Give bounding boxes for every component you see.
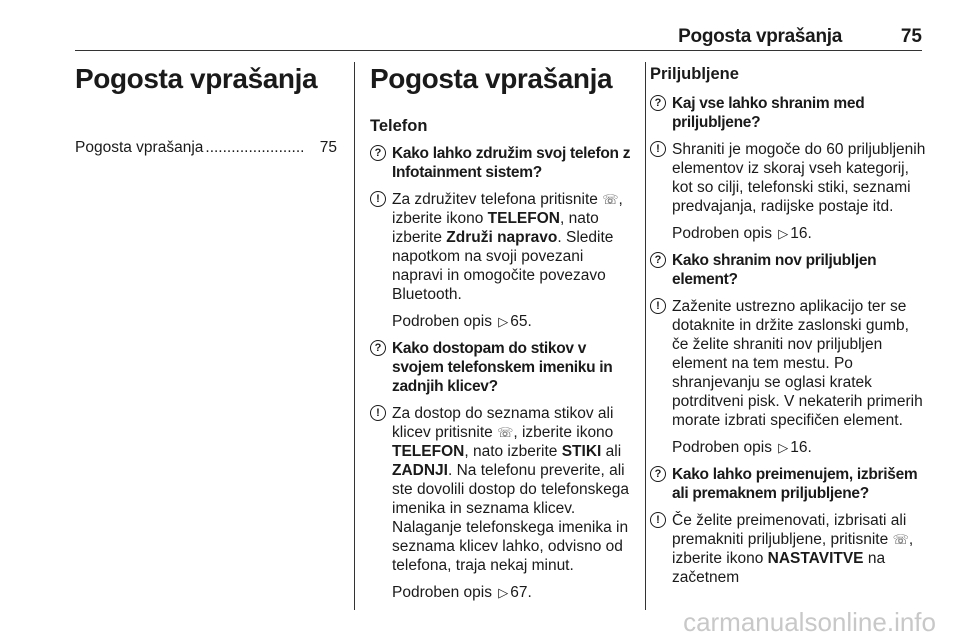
exclamation-icon: ! [370, 191, 386, 207]
answer-text: Za dostop do seznama stikov ali klicev pritisnite [392, 405, 614, 441]
question-icon: ? [650, 95, 666, 111]
question-icon: ? [370, 340, 386, 356]
answer-bold: Združi napravo [446, 229, 558, 246]
page-reference-arrow-icon: ▷ [778, 226, 789, 241]
answer-text: , nato izberite [464, 443, 558, 460]
toc-entry-label: Pogosta vprašanja [75, 139, 204, 156]
watermark: carmanualsonline.info [683, 607, 936, 637]
question-icon: ? [650, 252, 666, 268]
answer-text: , nato izberite [392, 210, 599, 246]
reference[interactable] [370, 583, 632, 602]
reference-page: 16. [790, 439, 812, 456]
toc-column [75, 62, 337, 158]
toc-entry-page: 75 [319, 139, 337, 156]
question [370, 144, 632, 182]
toc-leader-dots: ....................... [205, 139, 305, 156]
reference-label: Podroben opis [672, 225, 772, 242]
content-column-1 [370, 62, 632, 610]
exclamation-icon: ! [650, 298, 666, 314]
toc-entry[interactable] [75, 138, 337, 158]
phone-icon: ☏ [892, 532, 909, 547]
question [650, 465, 928, 503]
answer-text: , izberite ikono [513, 424, 614, 441]
answer-text: na začetnem [672, 550, 886, 586]
answer-text: . Sledite napotkom na svoji povezani napravi in omogočite povezavo Bluetooth. [392, 229, 614, 303]
page-reference-arrow-icon: ▷ [498, 585, 509, 600]
answer [650, 297, 928, 430]
question-text: Kako lahko združim svoj telefon z Infotainment sistem? [392, 145, 631, 181]
reference-label: Podroben opis [672, 439, 772, 456]
answer-text: , izberite ikono [672, 531, 914, 567]
answer-bold: ZADNJI [392, 462, 448, 479]
reference-page: 65. [510, 313, 532, 330]
subsection-heading: Telefon [370, 117, 428, 135]
exclamation-icon: ! [650, 141, 666, 157]
question [650, 94, 928, 132]
phone-icon: ☏ [497, 425, 514, 440]
answer [370, 404, 632, 575]
question-icon: ? [650, 466, 666, 482]
answer-text: . Na telefonu preverite, ali ste dovolili dostop do telefonskega imenika in seznama klicev. Nalaganje telefonskega imenika in seznama klicev lahko, odvisno od telefona, traja nekaj minut. [392, 462, 629, 574]
content-column-2 [650, 62, 928, 595]
question-text: Kaj vse lahko shranim med priljubljene? [672, 95, 865, 131]
header-title: Pogosta vprašanja [678, 26, 842, 47]
column-divider [354, 62, 355, 610]
question [370, 339, 632, 396]
answer-bold: TELEFON [392, 443, 465, 460]
question [650, 251, 928, 289]
question-icon: ? [370, 145, 386, 161]
reference-page: 67. [510, 584, 532, 601]
page-reference-arrow-icon: ▷ [778, 440, 789, 455]
answer-text: Če želite preimenovati, izbrisati ali premakniti priljubljene, pritisnite [672, 512, 907, 548]
reference[interactable] [650, 438, 928, 457]
reference-label: Podroben opis [392, 313, 492, 330]
page-reference-arrow-icon: ▷ [498, 314, 509, 329]
answer [370, 190, 632, 304]
question-text: Kako dostopam do stikov v svojem telefonskem imeniku in zadnjih klicev? [392, 340, 613, 395]
phone-icon: ☏ [602, 192, 619, 207]
chapter-title: Pogosta vprašanja [75, 63, 318, 94]
answer-text: ali [605, 443, 622, 460]
answer-bold: NASTAVITVE [767, 550, 864, 567]
reference[interactable] [650, 224, 928, 243]
reference-page: 16. [790, 225, 812, 242]
reference-label: Podroben opis [392, 584, 492, 601]
reference[interactable] [370, 312, 632, 331]
section-title: Pogosta vprašanja [370, 63, 613, 94]
answer-bold: STIKI [561, 443, 602, 460]
exclamation-icon: ! [370, 405, 386, 421]
question-text: Kako shranim nov priljubljen element? [672, 252, 877, 288]
answer-bold: TELEFON [487, 210, 560, 227]
answer-text: Za združitev telefona pritisnite [392, 191, 598, 208]
answer-text: , izberite ikono [392, 191, 623, 227]
answer-text: Zaženite ustrezno aplikacijo ter se dotaknite in držite zaslonski gumb, če želite shraniti nov priljubljen element na tem mestu. Po shranjevanju se oglasi kratek potrditveni pisk. V nekaterih primerih morate izbrati specifičen element. [672, 298, 923, 429]
column-divider [645, 62, 646, 610]
exclamation-icon: ! [650, 512, 666, 528]
page-number: 75 [900, 26, 922, 47]
subsection-heading: Priljubljene [650, 65, 739, 83]
question-text: Kako lahko preimenujem, izbrišem ali premaknem priljubljene? [672, 466, 918, 502]
page-header [75, 24, 922, 51]
answer [650, 511, 928, 587]
answer-text: Shraniti je mogoče do 60 priljubljenih elementov iz skoraj vseh kategorij, kot so cilji, telefonski stiki, seznami predvajanja, radijske postaje itd. [672, 141, 926, 215]
answer [650, 140, 928, 216]
